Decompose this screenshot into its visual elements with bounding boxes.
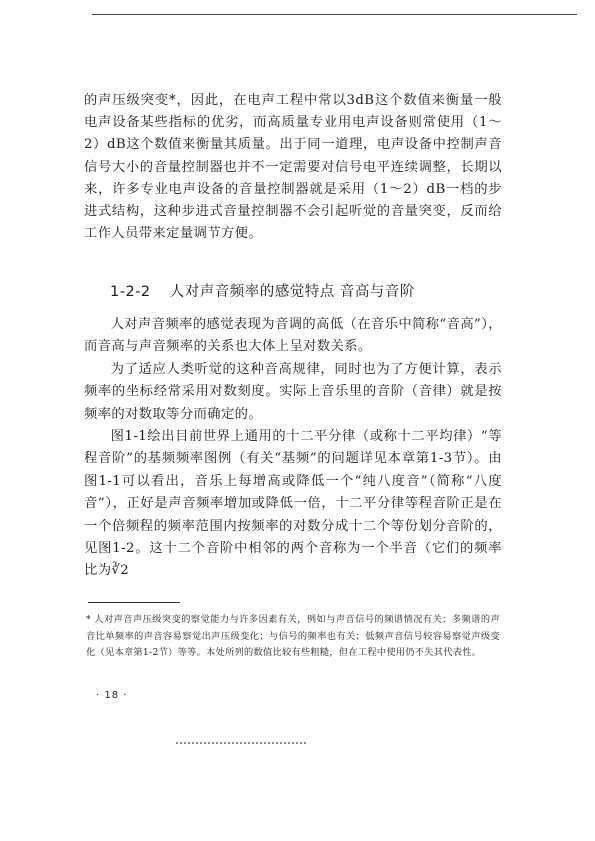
paragraph-pitch-perception: 人对声音频率的感觉表现为音调的高低（在音乐中简称“音高”），而音高与声音频率的关系也大体上呈对数关系。 xyxy=(84,317,502,355)
top-rule xyxy=(92,14,577,15)
footnote-text: * 人对声音声压级突变的察觉能力与许多因素有关，例如与声音信号的频谱情况有关；多频谱的声音比单频率的声音容易察觉出声压级变化；与信号的频率也有关；低频声音信号较容易察觉声级变化（见本章第1-2节）等等。本处所列的数值比较有些粗糙，但在工程中使用仍不失其代表性。 xyxy=(86,614,500,658)
section-number: 1-2-2 xyxy=(110,284,151,300)
scan-artifact xyxy=(176,742,306,744)
footnote-rule xyxy=(88,602,180,603)
section-heading xyxy=(110,280,510,301)
page-number: · 18 · xyxy=(96,690,128,701)
body-text-main xyxy=(84,314,502,583)
paragraph-continuation: 的声压级突变*，因此，在电声工程中常以3dB这个数值来衡量一般电声设备某些指标的优劣，而高质量专业用电声设备则常使用（1～2）dB这个数值来衡量其质量。出于同一道理，电声设备中控制声音信号大小的音量控制器也并不一定需要对信号电平连续调整，长期以来，许多专业电声设备的音量控制器就是采用（1～2）dB一档的步进式结构，这种步进式音量控制器不会引起听觉的音量突变，反而给工作人员带来定量调节方便。 xyxy=(84,93,502,242)
body-text-top xyxy=(84,90,502,245)
section-title: 人对声音频率的感觉特点 音高与音阶 xyxy=(169,284,415,300)
footnote xyxy=(86,612,500,662)
paragraph-log-scale: 为了适应人类听觉的这种音高规律，同时也为了方便计算，表示频率的坐标经常采用对数刻度。实际上音乐里的音阶（音律）就是按频率的对数取等分而确定的。 xyxy=(84,361,502,422)
paragraph-equal-temperament: 图1-1绘出目前世界上通用的十二平分律（或称十二平均律）“等程音阶”的基频频率图例（有关“基频”的问题详见本章第1-3节）。由图1-1可以看出，音乐上每增高或降低一个“纯八度音”（简称“八度音”），正好是声音频率增加或降低一倍，十二平分律等程音阶正是在一个倍频程的频率范围内按频率的对数分成十二个等份划分音阶的，见图1-2。这十二个音阶中相邻的两个音称为一个半音（它们的频率比为∛2 xyxy=(84,429,502,579)
